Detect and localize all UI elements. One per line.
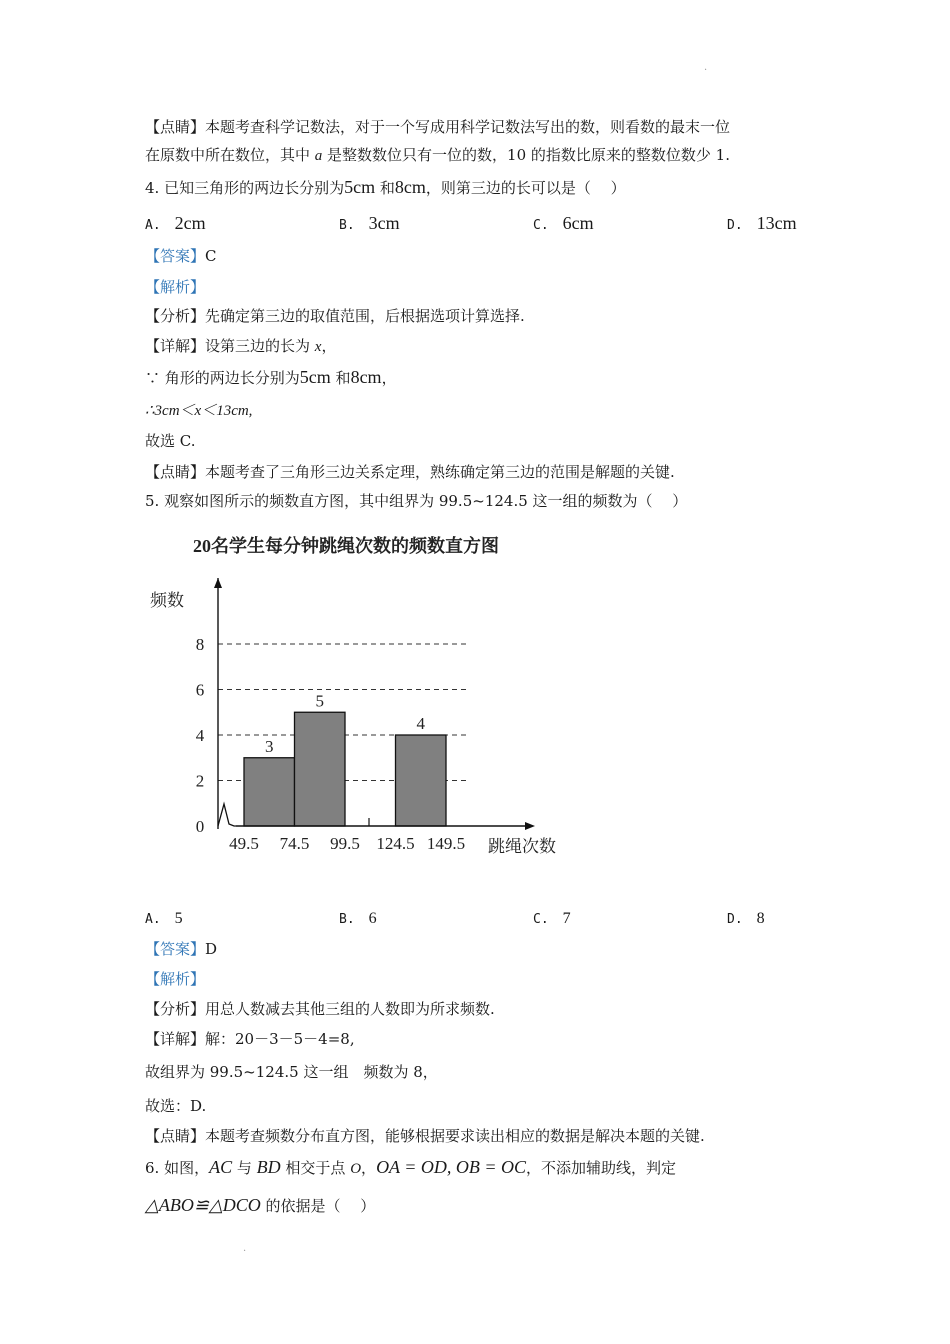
q4-therefore: ∴3cm＜x＜13cm,: [145, 403, 253, 419]
x-tick-label-4: 149.5: [426, 834, 466, 853]
q5-xiangjie: 【详解】解：20－3－5－4=8,: [145, 1030, 355, 1048]
q4-option-c: C. 6cm: [533, 213, 594, 233]
q5-answer: 【答案】D: [145, 940, 218, 958]
q5-option-b: B. 6: [339, 910, 377, 927]
y-axis-arrow: [214, 578, 222, 588]
y-tick-label-4: 4: [195, 726, 205, 745]
bar-label-3: 4: [416, 714, 425, 733]
prev-dianjing-line-1: 【点睛】本题考查科学记数法，对于一个写成用科学记数法写出的数，则看数的最末一位: [145, 118, 731, 136]
q5-option-d: D. 8: [727, 910, 765, 927]
bars-group: [244, 691, 446, 826]
bar-3: [396, 735, 447, 826]
y-tick-label-2: 2: [195, 771, 205, 791]
q5-group: 故组界为 99.5~124.5 这一组 频数为 8，: [145, 1063, 438, 1081]
chart-title: 20名学生每分钟跳绳次数的频数直方图: [193, 536, 499, 556]
bar-label-1: 5: [315, 691, 324, 711]
x-tick-label-0: 49.5: [229, 834, 259, 853]
page-mark-bottom: .: [243, 1243, 247, 1254]
x-tick-label-1: 74.5: [279, 834, 310, 853]
y-tick-label-6: 6: [195, 680, 205, 700]
axis-break-mark: [218, 804, 236, 826]
y-tick-labels: [196, 635, 205, 836]
q5-dianjing: 【点睛】本题考查频数分布直方图，能够根据要求读出相应的数据是解决本题的关键.: [145, 1127, 705, 1145]
x-axis-arrow: [525, 822, 535, 830]
bar-label-0: 3: [265, 736, 274, 756]
q5-choose: 故选：D.: [145, 1097, 207, 1115]
q5-fenxi: 【分析】用总人数减去其他三组的人数即为所求频数.: [145, 1000, 495, 1018]
q4-answer: 【答案】C: [145, 247, 217, 265]
x-axis-label: 跳绳次数: [488, 837, 556, 856]
q5-option-a: A. 5: [145, 910, 183, 927]
q5-option-c: C. 7: [533, 910, 571, 927]
q4-fenxi: 【分析】先确定第三边的取值范围，后根据选项计算选择.: [145, 307, 525, 325]
q6-stem-line-2: △ABO≌△DCO 的依据是（ ）: [145, 1195, 376, 1215]
q5-stem: 5. 观察如图所示的频数直方图，其中组界为 99.5~124.5 这一组的频数为（ ）: [145, 492, 688, 510]
q4-stem: 4. 已知三角形的两边长分别为5cm 和8cm，则第三边的长可以是（ ）: [145, 177, 626, 197]
y-tick-label-8: 8: [195, 635, 205, 654]
q4-analysis-tag: 【解析】: [145, 278, 206, 296]
prev-dianjing-line-2: 在原数中所在数位，其中 a 是整数数位只有一位的数，10 的指数比原来的整数位数少 1.: [145, 146, 730, 164]
q6-stem: 6. 如图，AC 与 BD 相交于点 O，OA = OD, OB = OC，不添加辅助线，判定: [145, 1157, 677, 1177]
q4-option-d: D. 13cm: [727, 213, 797, 233]
bar-1: [295, 712, 346, 826]
q4-option-b: B. 3cm: [339, 213, 400, 233]
q4-since: ∵ 角形的两边长分别为5cm 和8cm，: [145, 367, 397, 387]
y-axis-label: 频数: [150, 591, 184, 610]
page-mark: .: [704, 62, 708, 73]
bar-0: [244, 758, 295, 826]
x-tick-label-3: 124.5: [376, 834, 415, 853]
q4-xiangjie: 【详解】设第三边的长为 x，: [145, 337, 337, 355]
x-tick-labels: [229, 834, 465, 853]
histogram-chart: [140, 530, 580, 870]
q4-dianjing: 【点睛】本题考查了三角形三边关系定理，熟练确定第三边的范围是解题的关键.: [145, 463, 675, 481]
q4-option-a: A. 2cm: [145, 213, 206, 233]
x-tick-label-2: 99.5: [330, 834, 360, 853]
q4-choose: 故选 C.: [145, 432, 196, 450]
y-tick-label-0: 0: [195, 817, 205, 836]
q5-analysis-tag: 【解析】: [145, 970, 206, 988]
